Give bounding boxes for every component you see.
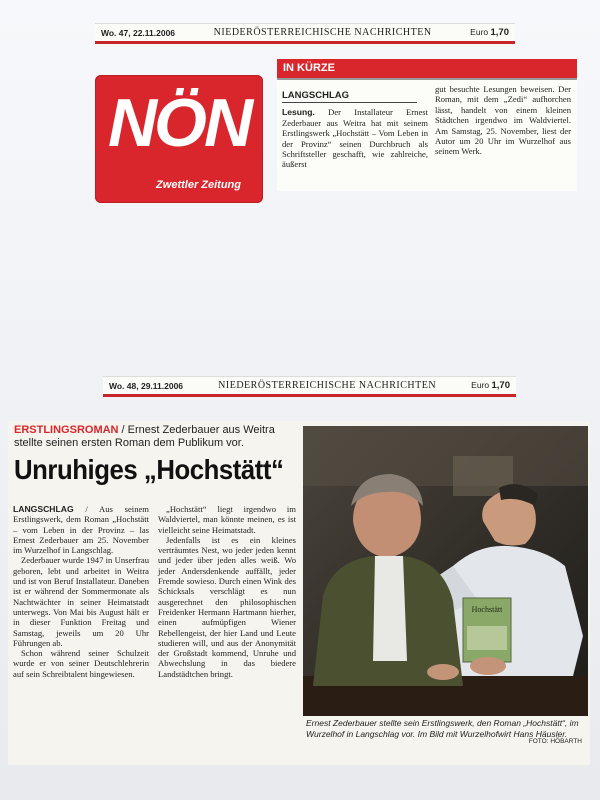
- kicker-text: / Ernest Zederbauer aus Weitra stellte seinen ersten Roman dem Publikum vor.: [14, 424, 275, 449]
- publication-name: NIEDERÖSTERREICHISCHE NACHRICHTEN: [213, 27, 432, 38]
- clipping-column-1: [282, 91, 428, 170]
- book-title: Hochstätt: [471, 605, 503, 614]
- price: Euro 1,70: [470, 27, 509, 38]
- photo-credit: FOTO: HÖBARTH: [528, 738, 582, 745]
- in-kuerze-clipping: [277, 59, 577, 191]
- article-paragraph: Schon während seiner Schulzeit wurde er von seiner Deutschlehrerin auf sein Schreibtalent hingewiesen.: [13, 648, 149, 679]
- price-2: Euro 1,70: [471, 380, 510, 391]
- logo-text: NÖN: [107, 85, 251, 161]
- clipping-column-2: gut besuchte Lesungen beweisen. Der Roman, mit dem „Zedi“ aufhorchen lässt, handelt von einem kleinen Städtchen irgendwo im Waldviertel. Am Samstag, 25. November, liest der Autor um 20 Uhr im Wurzelhof aus seinem Werk.: [435, 84, 571, 157]
- clipping-text-1: Der Installateur Ernest Zederbauer aus Weitra hat mit seinem Erstlingswerk „Hochstätt – Vom Leben in der Provinz“ seinen Durchbruch als Schriftsteller geschafft, wie zahlreiche, äußerst: [282, 107, 428, 170]
- issue-date: Wo. 47, 22.11.2006: [101, 27, 176, 38]
- article-place: LANGSCHLAG: [13, 504, 74, 514]
- article-paragraph: „Hochstätt“ liegt irgendwo im Waldviertel, man könnte meinen, es ist vielleicht seine Heimatstadt.: [158, 504, 296, 535]
- non-logo: [95, 75, 263, 203]
- newspaper-masthead-strip: [95, 23, 515, 44]
- article-kicker: [14, 424, 304, 450]
- section-bar: [277, 59, 577, 80]
- kicker-label: ERSTLINGSROMAN: [14, 424, 119, 436]
- photo-caption: Ernest Zederbauer stellte sein Erstlingswerk, den Roman „Hochstätt“, im Wurzelhof in Langschlag vor. Im Bild mit Wurzelhofwirt Hans Häusler.: [306, 718, 579, 739]
- logo-subtitle: Zwettler Zeitung: [156, 179, 241, 191]
- section-title: IN KÜRZE: [283, 62, 335, 74]
- article-headline: Unruhiges „Hochstätt“: [14, 454, 284, 485]
- article-photo: [303, 426, 588, 716]
- article-column-2: [158, 504, 296, 679]
- article-paragraph: Jedenfalls ist es ein kleines verträumtes Nest, wo jeder jeden kennt und jeder über jeden alles weiß. Wo jeder Andersdenkende auffällt, jeder Fremde sowieso. Durch einen Wink des Schicksals verschlägt es nun ausgerechnet den philosophischen Freidenker Hermann Hartmann hierher, einen aufmüpfigen Wiener Rebellengeist, der hier Land und Leute studieren will, und aus der Anonymität der Großstadt kommend, Unruhe und Abwechslung in das biedere Landstädtchen bringt.: [158, 534, 296, 679]
- photo-illustration: [303, 426, 588, 716]
- lead-word: Lesung.: [282, 107, 315, 118]
- publication-name-2: NIEDERÖSTERREICHISCHE NACHRICHTEN: [218, 380, 437, 391]
- place-heading: LANGSCHLAG: [282, 91, 417, 103]
- book-cover: [463, 598, 511, 662]
- newspaper-masthead-strip-2: [103, 376, 516, 397]
- article-paragraph: Zederbauer wurde 1947 in Unserfrau geboren, lebt und arbeitet in Weitra und ist von Beruf Installateur. Daneben ist er während der Sommermonate als Nachtwächter in seiner Heimatstadt unterwegs. Von Mai bis August hält er in dieser Funktion Freitag und Samstag, jeweils um 20 Uhr Führungen ab.: [13, 555, 149, 648]
- issue-date-2: Wo. 48, 29.11.2006: [109, 380, 184, 391]
- article-column-1: LANGSCHLAG / Aus seinem Erstlingswerk, dem Roman „Hochstätt – vom Leben in der Provinz – las Ernest Zederbauer am 25. November im Wurzelhof in Langschlag. Zederbauer wurde 1947 in Unserfrau geboren, lebt und arbeitet in Weitra und ist von Beruf Installateur. Daneben ist er während der Sommermonate als Nachtwächter in seiner Heimatstadt unterwegs. Von Mai bis August hält er in dieser Funktion Freitag und Samstag, jeweils um 20 Uhr Führungen ab. Schon während seiner Schulzeit wurde er von seiner Deutschlehrerin auf sein Schreibtalent hingewiesen.: [13, 504, 149, 679]
